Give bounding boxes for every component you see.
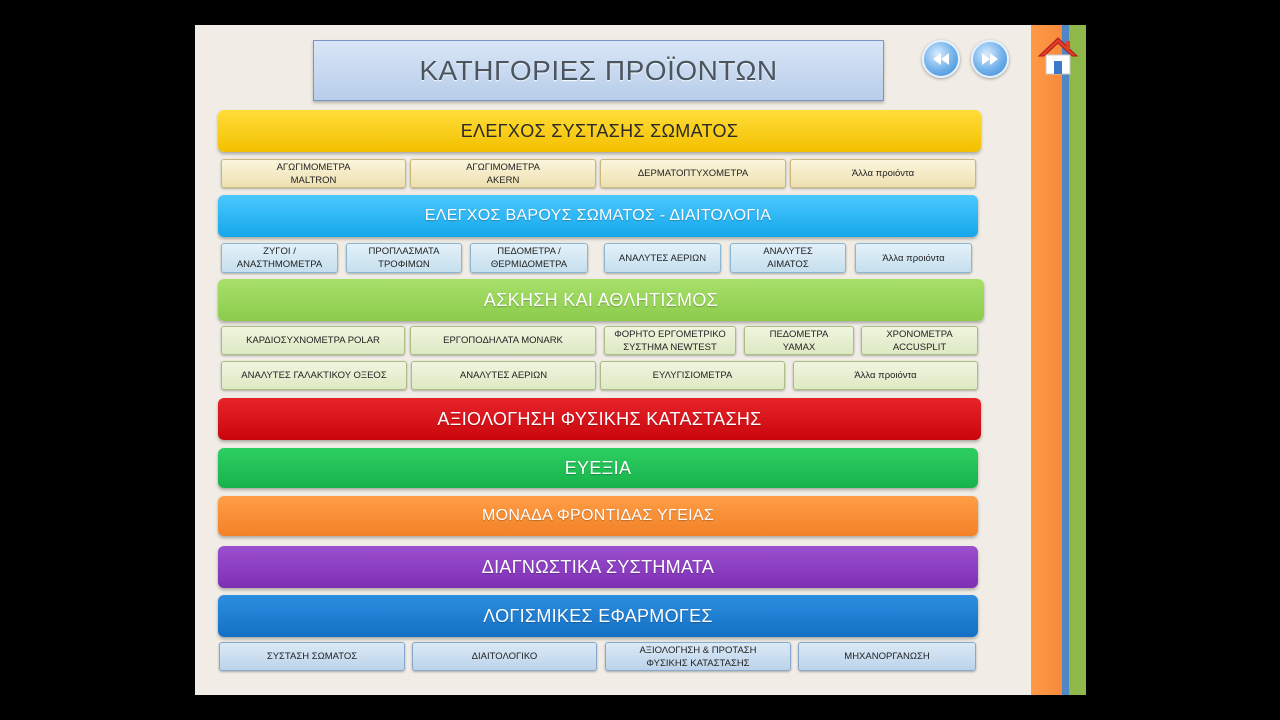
subitem-conductance-meters-akern[interactable] bbox=[410, 159, 596, 188]
subitem-label: ΚΑΡΔΙΟΣΥΧΝΟΜΕΤΡΑ POLAR bbox=[246, 335, 380, 346]
page-title-box bbox=[313, 40, 884, 101]
rewind-icon bbox=[930, 51, 952, 67]
subitem-label: Άλλα προιόντα bbox=[851, 168, 915, 179]
subitem-label: ΕΥΛΥΓΙΣΙΟΜΕΤΡΑ bbox=[652, 370, 733, 381]
subitem-label-line: ΑΝΑΛΥΤΕΣ bbox=[763, 246, 813, 257]
category-label: ΕΥΕΞΙΑ bbox=[564, 457, 632, 478]
subitem-label-line: ΦΟΡΗΤΟ ΕΡΓΟΜΕΤΡΙΚΟ bbox=[614, 328, 726, 340]
subitem-label-line: ΘΕΡΜΙΔΟΜΕΤΡΑ bbox=[490, 259, 568, 270]
subitem-ergometer-bikes-monark[interactable] bbox=[410, 326, 596, 355]
subitem-scales-stadiometers[interactable] bbox=[221, 243, 338, 273]
subitem-dietetics-software[interactable] bbox=[412, 642, 597, 671]
subitem-lactate-analyzers[interactable] bbox=[221, 361, 407, 390]
category-software-applications[interactable] bbox=[218, 595, 978, 637]
subitem-label: ΑΝΑΛΥΤΕΣ ΑΕΡΙΩΝ bbox=[459, 370, 548, 381]
subitem-fitness-assessment-software[interactable] bbox=[605, 642, 791, 671]
subitem-body-composition-software[interactable] bbox=[219, 642, 405, 671]
subitem-label-line: YAMAX bbox=[782, 341, 816, 353]
category-label: ΑΣΚΗΣΗ ΚΑΙ ΑΘΛΗΤΙΣΜΟΣ bbox=[483, 289, 719, 310]
subitem-label-line: ΖΥΓΟΙ / bbox=[263, 246, 296, 257]
subitem-portable-ergometric-system-newtest[interactable] bbox=[604, 326, 736, 355]
subitem-other-products[interactable] bbox=[855, 243, 972, 273]
subitem-label: ΔΙΑΙΤΟΛΟΓΙΚΟ bbox=[471, 651, 538, 662]
category-label: ΕΛΕΓΧΟΣ ΒΑΡΟΥΣ ΣΩΜΑΤΟΣ - ΔΙΑΙΤΟΛΟΓΙΑ bbox=[424, 207, 772, 224]
subitem-office-automation-software[interactable] bbox=[798, 642, 976, 671]
next-button[interactable] bbox=[971, 40, 1009, 78]
subitem-gas-analyzers[interactable] bbox=[604, 243, 721, 273]
category-label: ΕΛΕΓΧΟΣ ΣΥΣΤΑΣΗΣ ΣΩΜΑΤΟΣ bbox=[460, 120, 739, 141]
subitem-label-line: ΑΓΩΓΙΜΟΜΕΤΡΑ bbox=[276, 161, 351, 173]
subitem-label: ΣΥΣΤΑΣΗ ΣΩΜΑΤΟΣ bbox=[266, 651, 358, 662]
subitem-label-line: ΑΓΩΓΙΜΟΜΕΤΡΑ bbox=[466, 161, 540, 173]
subitem-skinfold-calipers[interactable] bbox=[600, 159, 786, 188]
subitem-pedometers-yamax[interactable] bbox=[744, 326, 854, 355]
subitem-label: Άλλα προιόντα bbox=[882, 252, 945, 264]
category-label: ΛΟΓΙΣΜΙΚΕΣ ΕΦΑΡΜΟΓΕΣ bbox=[483, 605, 713, 626]
subitem-label: ΑΝΑΛΥΤΕΣ ΑΕΡΙΩΝ bbox=[618, 252, 707, 264]
category-label: ΑΞΙΟΛΟΓΗΣΗ ΦΥΣΙΚΗΣ ΚΑΤΑΣΤΑΣΗΣ bbox=[437, 408, 762, 429]
subitem-conductance-meters-maltron[interactable] bbox=[221, 159, 406, 188]
subitem-pedometers-calorimeters[interactable] bbox=[470, 243, 588, 273]
home-icon[interactable] bbox=[1036, 35, 1080, 77]
subitem-heart-rate-monitors-polar[interactable] bbox=[221, 326, 405, 355]
category-exercise-sports[interactable] bbox=[218, 279, 984, 321]
subitem-other-products[interactable] bbox=[790, 159, 976, 188]
subitem-label-line: ΧΡΟΝΟΜΕΤΡΑ bbox=[886, 328, 953, 340]
subitem-label: ΑΝΑΛΥΤΕΣ ΓΑΛΑΚΤΙΚΟΥ ΟΞΕΟΣ bbox=[241, 370, 387, 381]
subitem-label-line: ΤΡΟΦΙΜΩΝ bbox=[378, 259, 430, 270]
category-label: ΜΟΝΑΔΑ ΦΡΟΝΤΙΔΑΣ ΥΓΕΙΑΣ bbox=[481, 507, 715, 524]
category-fitness-assessment[interactable] bbox=[218, 398, 981, 440]
category-wellness[interactable] bbox=[218, 448, 978, 488]
subitem-label: ΔΕΡΜΑΤΟΠΤΥΧΟΜΕΤΡΑ bbox=[637, 168, 749, 179]
blue-side-stripe bbox=[1062, 25, 1069, 695]
category-health-care-unit[interactable] bbox=[218, 496, 978, 536]
subitem-label-line: ΠΕΔΟΜΕΤΡΑ / bbox=[497, 246, 561, 257]
subitem-stopwatches-accusplit[interactable] bbox=[861, 326, 978, 355]
category-diagnostic-systems[interactable] bbox=[218, 546, 978, 588]
previous-button[interactable] bbox=[922, 40, 960, 78]
green-side-stripe bbox=[1069, 25, 1086, 695]
subitem-flexibility-meters[interactable] bbox=[600, 361, 785, 390]
subitem-label: Άλλα προιόντα bbox=[854, 370, 917, 381]
subitem-gas-analyzers[interactable] bbox=[411, 361, 596, 390]
subitem-label: ΕΡΓΟΠΟΔΗΛΑΤΑ MONARK bbox=[443, 335, 563, 346]
category-label: ΔΙΑΓΝΩΣΤΙΚΑ ΣΥΣΤΗΜΑΤΑ bbox=[481, 556, 715, 577]
subitem-label-line: ΑΞΙΟΛΟΓΗΣΗ & ΠΡΟΤΑΣΗ bbox=[639, 644, 757, 656]
subitem-label-line: ΑΝΑΣΤΗΜΟΜΕΤΡΑ bbox=[236, 259, 323, 270]
orange-side-stripe bbox=[1031, 25, 1062, 695]
subitem-label-line: ΑΙΜΑΤΟΣ bbox=[767, 259, 809, 270]
subitem-food-models[interactable] bbox=[346, 243, 462, 273]
subitem-label: ΜΗΧΑΝΟΡΓΑΝΩΣΗ bbox=[844, 651, 930, 662]
subitem-label-line: MALTRON bbox=[290, 174, 337, 186]
subitem-label-line: ΣΥΣΤΗΜΑ NEWTEST bbox=[623, 341, 717, 353]
subitem-label-line: ΠΕΔΟΜΕΤΡΑ bbox=[769, 328, 829, 340]
subitem-blood-analyzers[interactable] bbox=[730, 243, 846, 273]
subitem-label-line: AKERN bbox=[486, 174, 520, 186]
category-body-composition[interactable] bbox=[218, 110, 981, 152]
page-title: ΚΑΤΗΓΟΡΙΕΣ ΠΡΟΪΟΝΤΩΝ bbox=[419, 54, 778, 86]
subitem-other-products[interactable] bbox=[793, 361, 978, 390]
fast-forward-icon bbox=[979, 51, 1001, 67]
subitem-label-line: ACCUSPLIT bbox=[892, 341, 947, 353]
subitem-label-line: ΦΥΣΙΚΗΣ ΚΑΤΑΣΤΑΣΗΣ bbox=[646, 657, 750, 669]
subitem-label-line: ΠΡΟΠΛΑΣΜΑΤΑ bbox=[368, 246, 440, 257]
category-weight-control-dietetics[interactable] bbox=[218, 195, 978, 237]
